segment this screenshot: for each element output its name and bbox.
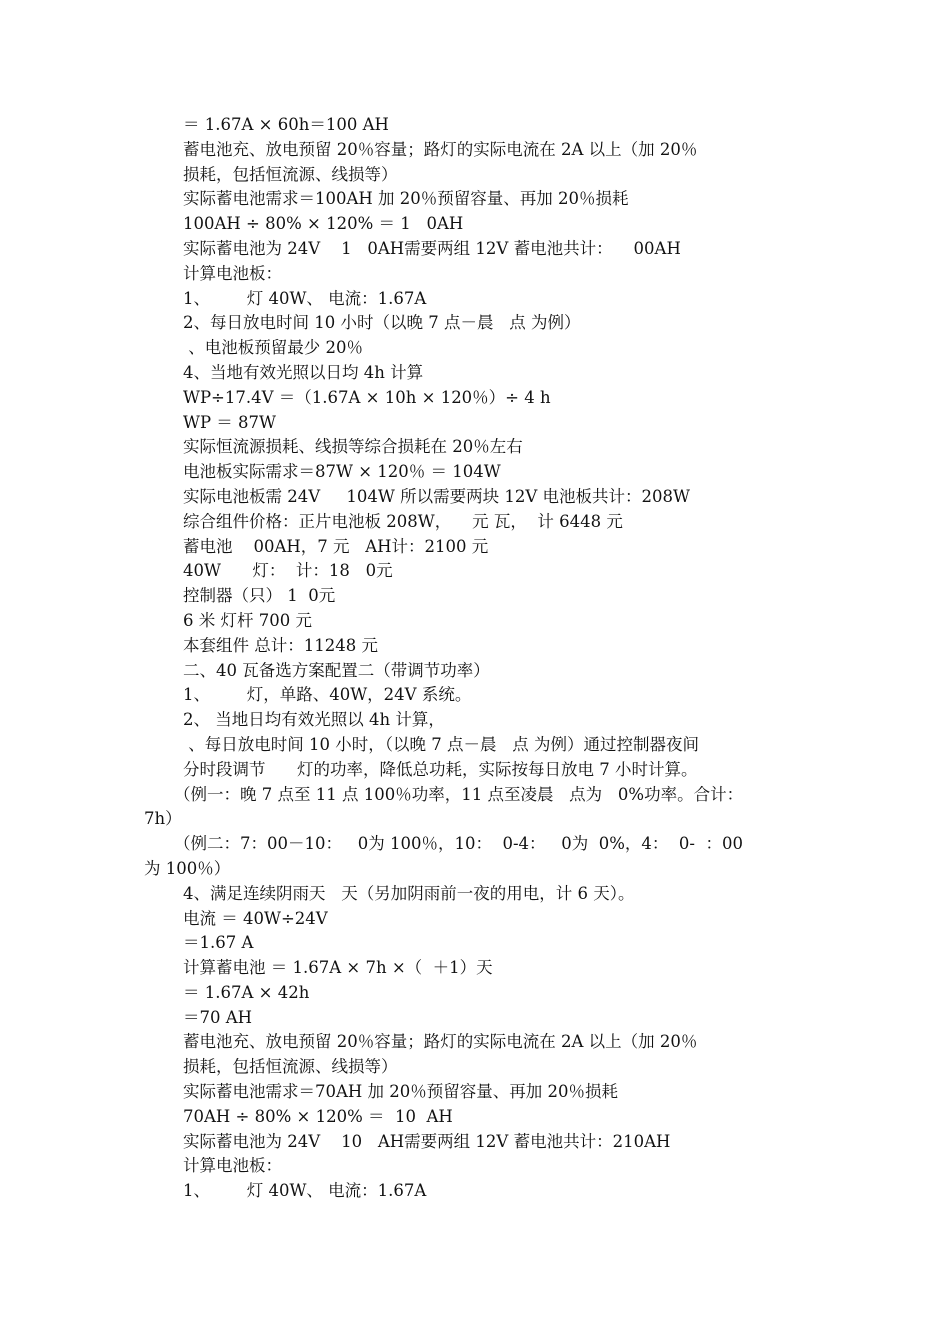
text-line: 、每日放电时间 10 小时，（以晚 7 点－晨 点 为例）通过控制器夜间 xyxy=(183,734,699,754)
text-line: 实际恒流源损耗、线损等综合损耗在 20％左右 xyxy=(183,437,523,457)
text-line: 二、40 瓦备选方案配置二（带调节功率） xyxy=(183,660,490,680)
text-line: 2、每日放电时间 10 小时（以晚 7 点－晨 点 为例） xyxy=(183,313,581,333)
text-line: 70AH ÷ 80% × 120% ＝ 10 AH xyxy=(183,1106,453,1126)
text-line: 为 100％） xyxy=(144,858,231,878)
text-line: 实际蓄电池为 24V 10 AH需要两组 12V 蓄电池共计：210AH xyxy=(183,1131,671,1151)
text-line: WP ＝ 87W xyxy=(183,412,277,432)
text-line: （例二：7：00－10： 0为 100％，10： 0-4： 0为 0%，4： 0- ：00 xyxy=(174,834,743,854)
text-line: WP÷17.4V ＝（1.67A × 10h × 120％）÷ 4 h xyxy=(183,387,551,407)
text-line: ＝ 1.67A × 60h＝100 AH xyxy=(183,115,389,134)
text-line: 7h） xyxy=(144,809,182,829)
text-line: 实际电池板需 24V 104W 所以需要两块 12V 电池板共计：208W xyxy=(183,486,690,506)
text-line: 1、 灯 40W、 电流：1.67A xyxy=(183,288,427,308)
document-body xyxy=(0,113,950,1204)
text-line: 6 米 灯杆 700 元 xyxy=(183,610,312,630)
text-line: ＝ 1.67A × 42h xyxy=(183,982,310,1002)
text-line: 综合组件价格：正片电池板 208W， 元 瓦， 计 6448 元 xyxy=(183,511,623,531)
text-line: 实际蓄电池需求＝100AH 加 20％预留容量、再加 20％损耗 xyxy=(183,189,629,209)
text-line: 1、 灯，单路、40W，24V 系统。 xyxy=(183,685,472,705)
text-line: 计算电池板： xyxy=(183,1156,282,1176)
text-line: 计算电池板： xyxy=(183,263,282,283)
text-line: 4、当地有效光照以日均 4h 计算 xyxy=(183,362,424,382)
text-line: ＝1.67 A xyxy=(183,933,254,953)
text-line: 电流 ＝ 40W÷24V xyxy=(183,908,328,928)
text-line: 分时段调节 灯的功率，降低总功耗，实际按每日放电 7 小时计算。 xyxy=(183,759,698,779)
text-line: 实际蓄电池需求＝70AH 加 20％预留容量、再加 20％损耗 xyxy=(183,1082,619,1102)
text-line: 蓄电池 00AH，7 元 AH计：2100 元 xyxy=(183,536,489,556)
text-line: 蓄电池充、放电预留 20％容量；路灯的实际电流在 2A 以上（加 20％ xyxy=(183,1032,698,1052)
text-line: ＝70 AH xyxy=(183,1007,253,1027)
text-line: （例一：晚 7 点至 11 点 100％功率，11 点至凌晨 点为 0%功率。合计： xyxy=(174,784,744,804)
text-line: 控制器（只） 1 0元 xyxy=(183,586,336,606)
text-line: 计算蓄电池 ＝ 1.67A × 7h ×（ ＋1）天 xyxy=(183,958,493,978)
text-line: 电池板实际需求＝87W × 120％ ＝ 104W xyxy=(183,462,501,482)
text-line: 损耗，包括恒流源、线损等） xyxy=(183,164,398,184)
text-line: 蓄电池充、放电预留 20％容量；路灯的实际电流在 2A 以上（加 20％ xyxy=(183,139,698,159)
text-line: 本套组件 总计：11248 元 xyxy=(183,635,378,655)
text-line: 、电池板预留最少 20％ xyxy=(183,338,363,358)
text-line: 1、 灯 40W、 电流：1.67A xyxy=(183,1181,427,1201)
text-line: 40W 灯： 计：18 0元 xyxy=(183,561,393,581)
text-line: 实际蓄电池为 24V 1 0AH需要两组 12V 蓄电池共计： 00AH xyxy=(183,238,681,258)
text-line: 损耗，包括恒流源、线损等） xyxy=(183,1057,398,1077)
text-line: 100AH ÷ 80% × 120% ＝ 1 0AH xyxy=(183,214,464,234)
text-line: 4、满足连续阴雨天 天（另加阴雨前一夜的用电，计 6 天）。 xyxy=(183,883,635,903)
text-line: 2、 当地日均有效光照以 4h 计算， xyxy=(183,710,445,730)
